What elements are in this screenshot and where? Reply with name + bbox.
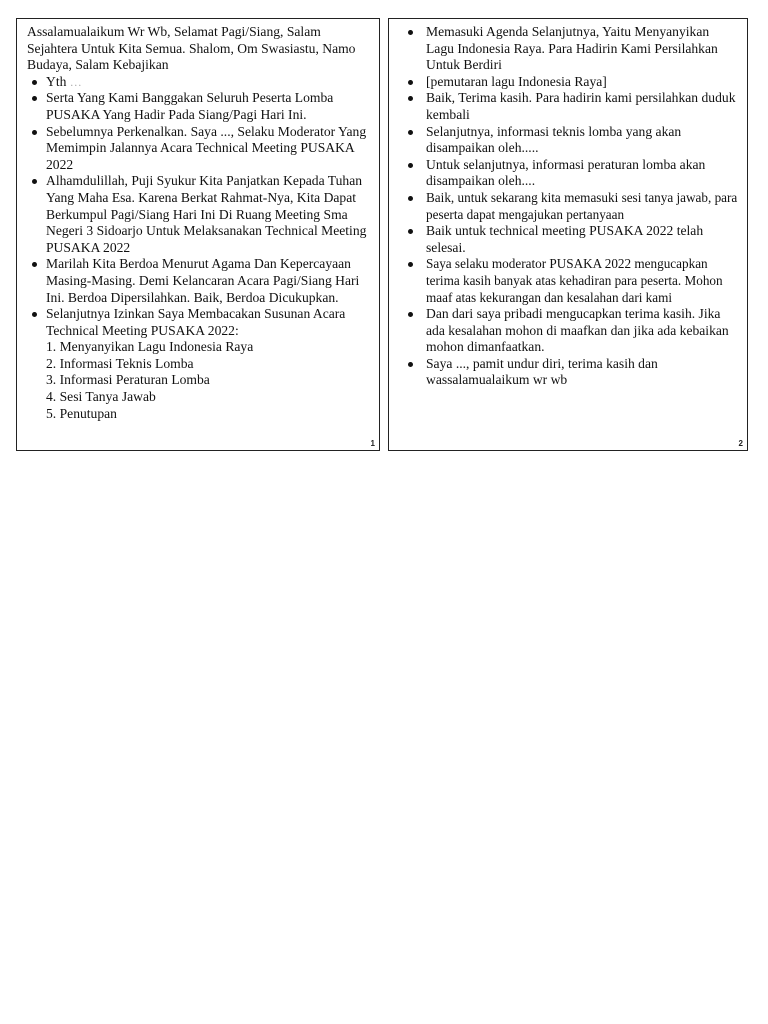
agenda-item: 3. Informasi Peraturan Lomba [46,372,210,388]
slide-1-card [16,18,380,451]
list-item [27,306,369,422]
slide-1-bullet-list [27,74,369,422]
list-item: Saya ..., pamit undur diri, terima kasih dan wassalamualaikum wr wb [401,356,739,389]
list-item: Alhamdulillah, Puji Syukur Kita Panjatkan Kepada Tuhan Yang Maha Esa. Karena Berkat Rahmat-Nya, Kita Dapat Berkumpul Pagi/Siang Hari Ini Di Ruang Meeting Sma Negeri 3 Sidoarjo Untuk Melaksanakan Technical Meeting PUSAKA 2022 [27,173,369,256]
page-number: 1 [370,439,375,448]
list-item: [pemutaran lagu Indonesia Raya] [401,74,739,91]
list-item [27,74,369,91]
agenda-item: 2. Informasi Teknis Lomba [46,355,194,371]
agenda-intro: Selanjutnya Izinkan Saya Membacakan Susunan Acara Technical Meeting PUSAKA 2022: [46,306,346,338]
list-item-text: Yth [46,73,67,89]
list-item: Serta Yang Kami Banggakan Seluruh Peserta Lomba PUSAKA Yang Hadir Pada Siang/Pagi Hari Ini. [27,90,369,123]
page-number: 2 [738,439,743,448]
ellipsis-text: … [69,74,83,89]
list-item: Baik, Terima kasih. Para hadirin kami persilahkan duduk kembali [401,90,739,123]
greeting-paragraph: Assalamualaikum Wr Wb, Selamat Pagi/Siang, Salam Sejahtera Untuk Kita Semua. Shalom, Om Swasiastu, Namo Budaya, Salam Kebajikan [27,24,356,73]
list-item: Baik untuk technical meeting PUSAKA 2022 telah selesai. [401,223,739,256]
slide-2-card [388,18,748,451]
agenda-item: 1. Menyanyikan Lagu Indonesia Raya [46,339,254,355]
slide-2-bullet-list [401,24,739,389]
list-item: Untuk selanjutnya, informasi peraturan lomba akan disampaikan oleh.... [401,157,739,190]
list-item: Saya selaku moderator PUSAKA 2022 mengucapkan terima kasih banyak atas kehadiran para peserta. Mohon maaf atas kekurangan dan kesalahan dari kami [401,256,739,306]
list-item: Baik, untuk sekarang kita memasuki sesi tanya jawab, para peserta dapat mengajukan pertanyaan [401,190,739,223]
list-item: Sebelumnya Perkenalkan. Saya ..., Selaku Moderator Yang Memimpin Jalannya Acara Technical Meeting PUSAKA 2022 [27,124,369,174]
list-item: Selanjutnya, informasi teknis lomba yang akan disampaikan oleh..... [401,124,739,157]
list-item: Dan dari saya pribadi mengucapkan terima kasih. Jika ada kesalahan mohon di maafkan dan jika ada kebaikan mohon dimanfaatkan. [401,306,739,356]
agenda-item: 4. Sesi Tanya Jawab [46,389,156,405]
list-item: Marilah Kita Berdoa Menurut Agama Dan Kepercayaan Masing-Masing. Demi Kelancaran Acara Pagi/Siang Hari Ini. Berdoa Dipersilahkan. Baik, Berdoa Dicukupkan. [27,256,369,306]
agenda-item: 5. Penutupan [46,405,117,421]
list-item: Memasuki Agenda Selanjutnya, Yaitu Menyanyikan Lagu Indonesia Raya. Para Hadirin Kami Persilahkan Untuk Berdiri [401,24,739,74]
